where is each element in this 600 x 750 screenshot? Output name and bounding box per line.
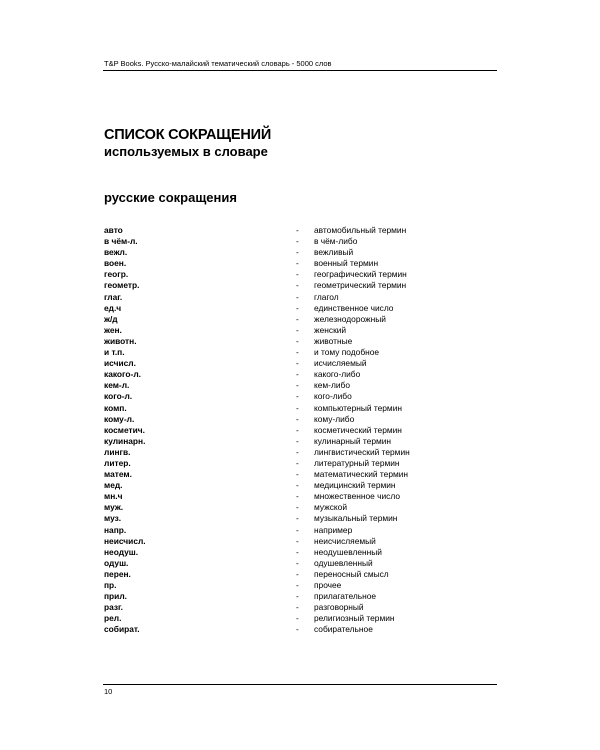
- separator-dash: -: [296, 413, 299, 424]
- title-block: [104, 127, 271, 160]
- abbreviation-definition: неодушевленный: [314, 546, 382, 557]
- abbreviation-term: воен.: [104, 258, 127, 269]
- separator-dash: -: [296, 535, 299, 546]
- abbreviation-definition: например: [314, 524, 353, 535]
- abbreviation-definition: животные: [314, 335, 353, 346]
- abbreviation-term: глаг.: [104, 291, 123, 302]
- list-item: [104, 458, 497, 469]
- separator-dash: -: [296, 313, 299, 324]
- list-item: [104, 591, 497, 602]
- list-item: [104, 247, 497, 258]
- abbreviation-term: муз.: [104, 513, 122, 524]
- separator-dash: -: [296, 580, 299, 590]
- abbreviation-definition: исчисляемый: [314, 358, 367, 369]
- abbreviation-definition: какого-либо: [314, 369, 361, 380]
- section-heading: русские сокращения: [104, 190, 237, 205]
- separator-dash: -: [296, 380, 299, 391]
- separator-dash: -: [296, 446, 299, 457]
- separator-dash: -: [296, 613, 299, 624]
- abbreviation-term: литер.: [104, 457, 131, 468]
- list-item: [104, 613, 497, 624]
- list-item: [104, 602, 497, 613]
- list-item: [104, 414, 497, 425]
- separator-dash: -: [296, 391, 299, 402]
- abbreviation-term: кого-л.: [104, 391, 133, 402]
- abbreviation-term: напр.: [104, 524, 127, 535]
- abbreviation-term: исчисл.: [104, 358, 136, 369]
- abbreviation-definition: железнодорожный: [314, 313, 386, 324]
- abbreviation-term: ж/д: [104, 313, 118, 324]
- abbreviation-definition: музыкальный термин: [314, 513, 398, 524]
- separator-dash: -: [296, 469, 299, 480]
- abbreviation-term: кулинарн.: [104, 435, 146, 446]
- separator-dash: -: [296, 480, 299, 491]
- list-item: [104, 469, 497, 480]
- list-item: [104, 558, 497, 569]
- abbreviation-definition: единственное число: [314, 302, 394, 313]
- list-item: [104, 425, 497, 436]
- separator-dash: -: [296, 513, 299, 524]
- abbreviation-term: неисчисл.: [104, 535, 146, 546]
- abbreviation-term: какого-л.: [104, 369, 141, 380]
- page-subtitle: используемых в словаре: [104, 144, 268, 159]
- separator-dash: -: [296, 291, 299, 302]
- separator-dash: -: [296, 546, 299, 557]
- abbreviation-term: одуш.: [104, 557, 129, 568]
- separator-dash: -: [296, 335, 299, 346]
- abbreviation-definition: неисчисляемый: [314, 535, 376, 546]
- abbreviation-term: животн.: [104, 335, 137, 346]
- abbreviation-term: собират.: [104, 624, 140, 635]
- list-item: [104, 258, 497, 269]
- abbreviation-term: неодуш.: [104, 546, 139, 557]
- separator-dash: -: [296, 502, 299, 513]
- list-item: [104, 403, 497, 414]
- page-number: 10: [104, 687, 113, 696]
- separator-dash: -: [296, 269, 299, 280]
- abbreviation-definition: прочее: [314, 580, 342, 590]
- abbreviation-term: прил.: [104, 591, 127, 602]
- abbreviation-definition: в чём-либо: [314, 236, 358, 247]
- abbreviation-list: [104, 225, 497, 635]
- list-item: [104, 336, 497, 347]
- abbreviation-definition: кулинарный термин: [314, 435, 392, 446]
- list-item: [104, 525, 497, 536]
- list-item: [104, 314, 497, 325]
- abbreviation-definition: религиозный термин: [314, 613, 395, 624]
- abbreviation-definition: географический термин: [314, 269, 407, 280]
- abbreviation-term: авто: [104, 225, 123, 235]
- separator-dash: -: [296, 369, 299, 380]
- separator-dash: -: [296, 247, 299, 258]
- abbreviation-definition: лингвистический термин: [314, 446, 410, 457]
- abbreviation-term: кем-л.: [104, 380, 130, 391]
- list-item: [104, 269, 497, 280]
- abbreviation-definition: кем-либо: [314, 380, 350, 391]
- list-item: [104, 502, 497, 513]
- list-item: [104, 536, 497, 547]
- abbreviation-term: мн.ч: [104, 491, 123, 502]
- abbreviation-definition: прилагательное: [314, 591, 377, 602]
- list-item: [104, 569, 497, 580]
- abbreviation-definition: вежливый: [314, 247, 354, 258]
- abbreviation-definition: литературный термин: [314, 457, 400, 468]
- separator-dash: -: [296, 491, 299, 502]
- abbreviation-term: лингв.: [104, 446, 131, 457]
- abbreviation-definition: женский: [314, 324, 347, 335]
- separator-dash: -: [296, 457, 299, 468]
- list-item: [104, 225, 497, 236]
- page-title: СПИСОК СОКРАЩЕНИЙ: [104, 127, 272, 143]
- abbreviation-term: перен.: [104, 568, 131, 579]
- separator-dash: -: [296, 624, 299, 635]
- separator-dash: -: [296, 302, 299, 313]
- abbreviation-definition: геометрический термин: [314, 280, 407, 291]
- header-rule: [103, 70, 497, 71]
- abbreviation-term: вежл.: [104, 247, 128, 258]
- abbreviation-definition: компьютерный термин: [314, 402, 402, 413]
- abbreviation-definition: кому-либо: [314, 413, 355, 424]
- separator-dash: -: [296, 524, 299, 535]
- abbreviation-term: рел.: [104, 613, 122, 624]
- list-item: [104, 391, 497, 402]
- list-item: [104, 447, 497, 458]
- abbreviation-definition: собирательное: [314, 624, 373, 635]
- abbreviation-term: косметич.: [104, 424, 145, 435]
- list-item: [104, 580, 497, 591]
- abbreviation-term: и т.п.: [104, 347, 125, 358]
- list-item: [104, 547, 497, 558]
- list-item: [104, 380, 497, 391]
- separator-dash: -: [296, 557, 299, 568]
- list-item: [104, 358, 497, 369]
- running-header: T&P Books. Русско-малайский тематический словарь - 5000 слов: [104, 59, 332, 68]
- abbreviation-term: в чём-л.: [104, 236, 138, 247]
- list-item: [104, 369, 497, 380]
- separator-dash: -: [296, 324, 299, 335]
- abbreviation-definition: множественное число: [314, 491, 401, 502]
- separator-dash: -: [296, 225, 299, 235]
- abbreviation-term: разг.: [104, 602, 124, 613]
- abbreviation-term: пр.: [104, 580, 117, 590]
- list-item: [104, 292, 497, 303]
- separator-dash: -: [296, 258, 299, 269]
- separator-dash: -: [296, 591, 299, 602]
- separator-dash: -: [296, 435, 299, 446]
- abbreviation-definition: разговорный: [314, 602, 364, 613]
- abbreviation-definition: кого-либо: [314, 391, 352, 402]
- separator-dash: -: [296, 236, 299, 247]
- list-item: [104, 624, 497, 635]
- list-item: [104, 491, 497, 502]
- abbreviation-definition: автомобильный термин: [314, 225, 407, 235]
- list-item: [104, 513, 497, 524]
- list-item: [104, 236, 497, 247]
- abbreviation-definition: переносный смысл: [314, 568, 389, 579]
- list-item: [104, 325, 497, 336]
- list-item: [104, 280, 497, 291]
- separator-dash: -: [296, 280, 299, 291]
- abbreviation-term: жен.: [104, 324, 122, 335]
- abbreviation-definition: одушевленный: [314, 557, 373, 568]
- abbreviation-definition: глагол: [314, 291, 339, 302]
- abbreviation-definition: математический термин: [314, 469, 409, 480]
- separator-dash: -: [296, 358, 299, 369]
- separator-dash: -: [296, 402, 299, 413]
- abbreviation-definition: и тому подобное: [314, 347, 380, 358]
- abbreviation-definition: военный термин: [314, 258, 379, 269]
- footer-rule: [103, 684, 497, 685]
- abbreviation-term: матем.: [104, 469, 132, 480]
- list-item: [104, 480, 497, 491]
- list-item: [104, 347, 497, 358]
- separator-dash: -: [296, 347, 299, 358]
- abbreviation-term: ед.ч: [104, 302, 122, 313]
- list-item: [104, 303, 497, 314]
- abbreviation-term: муж.: [104, 502, 124, 513]
- abbreviation-definition: косметический термин: [314, 424, 402, 435]
- abbreviation-definition: медицинский термин: [314, 480, 396, 491]
- separator-dash: -: [296, 568, 299, 579]
- abbreviation-term: мед.: [104, 480, 123, 491]
- abbreviation-term: кому-л.: [104, 413, 135, 424]
- abbreviation-term: геометр.: [104, 280, 140, 291]
- abbreviation-term: комп.: [104, 402, 127, 413]
- abbreviation-definition: мужской: [314, 502, 348, 513]
- list-item: [104, 436, 497, 447]
- separator-dash: -: [296, 424, 299, 435]
- abbreviation-term: геогр.: [104, 269, 129, 280]
- separator-dash: -: [296, 602, 299, 613]
